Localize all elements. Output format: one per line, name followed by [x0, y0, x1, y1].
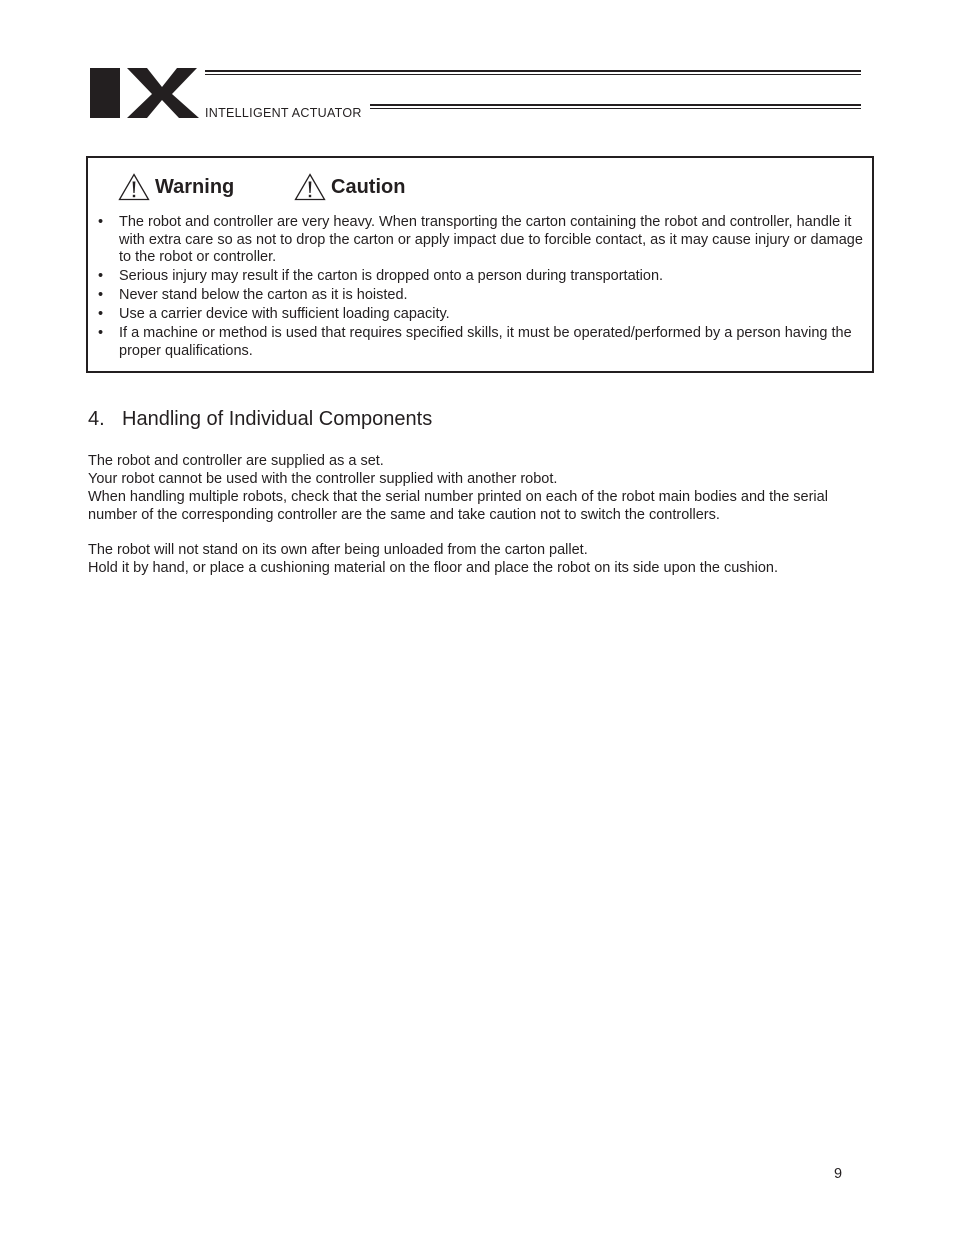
- paragraph-line: Your robot cannot be used with the controller supplied with another robot.: [88, 471, 558, 487]
- list-item: [88, 325, 872, 360]
- paragraph-line: When handling multiple robots, check that the serial number printed on each of the robot main bodies and the serial number of the corresponding controller are the same and take caution not to switch the controllers.: [88, 489, 828, 523]
- caution-triangle-icon: [294, 173, 326, 201]
- list-item-text: If a machine or method is used that requires specified skills, it must be operated/performed by a person having the proper qualifications.: [119, 325, 852, 359]
- section-heading: [88, 408, 432, 431]
- caution-heading: [294, 173, 405, 201]
- list-item: [88, 306, 872, 324]
- caution-label: Caution: [331, 175, 406, 198]
- paragraph-line: The robot will not stand on its own after being unloaded from the carton pallet.: [88, 542, 588, 558]
- paragraph-line: The robot and controller are supplied as a set.: [88, 453, 384, 469]
- list-item: [88, 287, 872, 305]
- warning-caution-box: [86, 156, 874, 373]
- list-item: [88, 268, 872, 286]
- header-rule: [205, 70, 861, 72]
- ix-logo: [89, 67, 201, 119]
- list-item-text: Use a carrier device with sufficient loading capacity.: [119, 306, 450, 322]
- paragraph-line: Hold it by hand, or place a cushioning material on the floor and place the robot on its side upon the cushion.: [88, 560, 778, 576]
- warning-list: [88, 214, 872, 362]
- list-item-text: The robot and controller are very heavy. When transporting the carton containing the robot and controller, handle it with extra care so as not to drop the carton or apply impact due to forcible contact, as it may cause injury or damage to the robot or controller.: [119, 214, 863, 265]
- brand-name: INTELLIGENT ACTUATOR: [205, 106, 362, 120]
- warning-label: Warning: [155, 175, 235, 198]
- bullet-icon: •: [98, 287, 104, 303]
- list-item-text: Never stand below the carton as it is hoisted.: [119, 287, 408, 303]
- header-rule: [370, 108, 861, 109]
- warning-triangle-icon: [118, 173, 150, 201]
- list-item: [88, 214, 872, 267]
- paragraph-components: [88, 452, 868, 524]
- bullet-icon: •: [98, 214, 104, 230]
- page-number: 9: [834, 1166, 843, 1182]
- list-item-text: Serious injury may result if the carton is dropped onto a person during transportation.: [119, 268, 664, 284]
- bullet-icon: •: [98, 325, 104, 341]
- header-rule: [370, 104, 861, 106]
- section-number: 4.: [88, 408, 105, 430]
- page-header: [0, 0, 954, 130]
- section-title: Handling of Individual Components: [122, 408, 433, 430]
- paragraph-unloading: [88, 541, 868, 577]
- bullet-icon: •: [98, 306, 104, 322]
- warning-heading: [118, 173, 234, 201]
- header-rule: [205, 74, 861, 75]
- bullet-icon: •: [98, 268, 104, 284]
